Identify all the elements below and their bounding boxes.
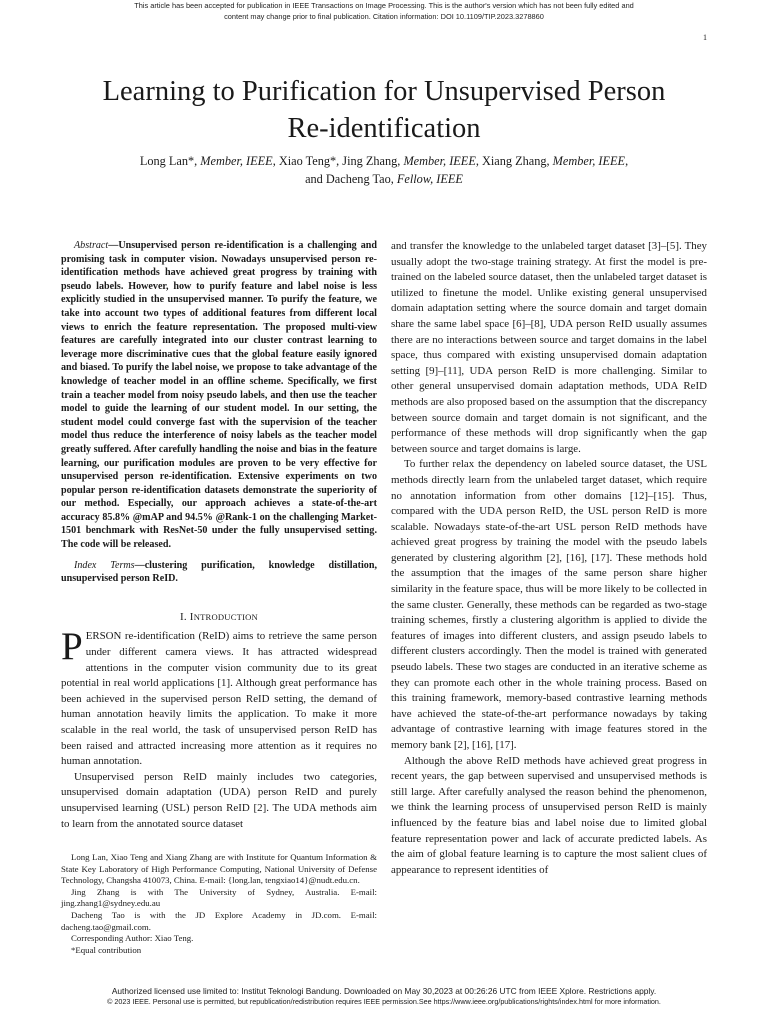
author-2-3: , Xiao Teng*, Jing Zhang, (272, 154, 404, 168)
author-1: Long Lan*, (139, 154, 201, 168)
abstract (61, 239, 377, 552)
right-paragraph-2: To further relax the dependency on labeled source dataset, the USL methods directly learn from the unlabeled target dataset, which require no annotation information from other domains [12]–[15]. Thus, compared with the UDA person ReID, the USL person ReID is more scalable. Nowadays state-of-the-art USL person ReID methods have achieved great progress by training the model with the pseudo labels generated by clustering algorithm [2], [16], [17]. These methods hold the assumption that the images of the same person share higher similarity in the feature space, thus will be more likely to be collected in the same cluster. Generally, these methods can be regarded as two-stage training schemes, firstly a clustering algorithm is applied to divide the features of images into different clusters, and assign pseudo labels to different clusters accordingly. Then the model is trained with generated pseudo labels. These two stages are conducted in an iterative scheme as they can promote each other in the whole training process. Based on this training framework, memory-based contrastive learning methods have achieved the state-of-the-art performance nowadays by taking advantage of contrastive learning with image features stored in the memory bank [2], [16], [17]. (391, 458, 707, 751)
footer-line-1: Authorized licensed use limited to: Institut Teknologi Bandung. Downloaded on May 30,2023 at 00:26:26 UTC from IEEE Xplore. Restrictions apply. (111, 986, 657, 996)
footnote-affiliation-2: Jing Zhang is with The University of Sydney, Australia. E-mail: jing.zhang1@sydney.edu.au (61, 886, 377, 909)
author-3-role: Member, IEEE (403, 154, 476, 168)
license-footer (0, 986, 768, 1007)
section-heading-introduction (61, 610, 377, 626)
author-5-role: Fellow, IEEE (396, 172, 463, 186)
title-line-1: Learning to Purification for Unsupervised Person (102, 76, 666, 107)
intro-paragraph-1 (61, 625, 377, 769)
author-1-role: Member, IEEE (200, 154, 273, 168)
section-numeral: I. I (180, 610, 194, 623)
footnote-affiliation-1: Long Lan, Xiao Teng and Xiang Zhang are with Institute for Quantum Information & State Key Laboratory of High Performance Computing, National University of Defense Technology, Changsha 410073, China. E-mail: {long.lan, tengxiao14}@nudt.edu.cn. (61, 852, 377, 886)
author-list (0, 152, 768, 188)
footer-line-2: © 2023 IEEE. Personal use is permitted, but republication/redistribution requires IEEE permission.See https://www.ieee.org/publications/rights/index.html for more information. (107, 997, 661, 1006)
preprint-banner (0, 0, 768, 22)
index-terms-label: Index Terms (74, 559, 135, 571)
page-number: 1 (703, 33, 707, 42)
footnote-affiliation-3: Dacheng Tao is with the JD Explore Academy in JD.com. E-mail: dacheng.tao@gmail.com. (61, 909, 377, 932)
right-column (391, 239, 707, 878)
footnote-equal-contribution: *Equal contribution (71, 944, 142, 955)
right-paragraph-3: Although the above ReID methods have achieved great progress in recent years, the gap between supervised and unsupervised methods is still large. After carefully analysed the reason behind the phenomenon, we think the learning process of unsupervised person ReID is mainly influenced by the feature bias and label noise due to limited global feature representation power and lack of accurate predicted labels. As the aim of global feature learning is to capture the most salient clues of appearance to represent identities of (391, 754, 707, 876)
intro-paragraph-2: Unsupervised person ReID mainly includes two categories, unsupervised domain adaptation (UDA) person ReID and purely unsupervised learning (USL) person ReID [2]. The UDA methods aim to learn from the annotated source dataset (61, 770, 377, 830)
title-line-2: Re-identification (287, 113, 481, 144)
footnote-corresponding: Corresponding Author: Xiao Teng. (71, 933, 194, 944)
drop-cap: P (61, 625, 83, 669)
banner-line-2: content may change prior to final publication. Citation information: DOI 10.1109/TIP.2023.3278860 (224, 12, 544, 21)
abstract-label: Abstract (74, 240, 109, 251)
author-4-end: , (625, 154, 629, 168)
abstract-text: —Unsupervised person re-identification is a challenging and promising task in computer vision. Nowadays unsupervised person re-identification methods have achieved great progress by training with pseudo labels. However, how to purify feature and label noise is less explicitly studied in the unsupervised manner. To purify the feature, we take into account two types of additional features from different local views to enrich the feature representation. The proposed multi-view features are carefully integrated into our cluster contrast learning to leverage more discriminative cues that the global feature easily ignored and biased. To purify the label noise, we propose to take advantage of the knowledge of teacher model in an offline scheme. Specifically, we first train a teacher model from noisy pseudo labels, and then use the teacher model to guide the learning of our student model. In our setting, the student model could converge fast with the supervision of the teacher model thus reduce the interference of noisy labels as the teacher model greatly suffered. After carefully handling the noise and bias in the feature learning, our purification modules are proven to be very effective for unsupervised person re-identification. Extensive experiments on two popular person re-identification datasets demonstrate the superiority of our method. Especially, our approach achieves a state-of-the-art accuracy 85.8% @mAP and 94.5% @Rank-1 on the challenging Market-1501 benchmark with ResNet-50 under the fully unsupervised setting. The code will be released. (61, 240, 377, 551)
paper-title (0, 73, 768, 147)
section-heading-rest: NTRODUCTION (193, 611, 258, 622)
footnotes (61, 852, 377, 956)
intro-paragraph-1-text: ERSON re-identification (ReID) aims to retrieve the same person under different camera views. It has attracted widespread attentions in the computer vision community due to its great potential in real world applications [1]. Although great performance has been achieved in the supervised person ReID setting, the demand of human annotation heavily limits the application. To make it more scalable in the real world, the task of unsupervised person ReID has been raised and attracted increasing more attention as it requires no human annotation. (61, 630, 377, 768)
right-paragraph-1: and transfer the knowledge to the unlabeled target dataset [3]–[5]. They usually adopt the two-stage training strategy. At first the model is pre-trained on the labeled source dataset, then the unlabeled target dataset is utilized to finetune the model. Unlike existing general unsupervised domain adaptation setting where the source domain and target domain share the same label space [6]–[8], UDA person ReID usually assumes there are no interactions between source and target domains in the label space, thus compared with existing unsupervised domain adaptation setting [9]–[11], UDA person ReID is more challenging. Similar to other general unsupervised domain adaptation methods, UDA ReID methods are also proposed based on the assumption that the discrepancy between source domain and target domain is not significant, and the performance of these methods will drop significantly when the gap between source and target domains is large. (391, 240, 707, 455)
index-terms (61, 559, 377, 586)
author-4-role: Member, IEEE (552, 154, 626, 168)
left-column (61, 239, 377, 832)
author-5: and Dacheng Tao, (305, 172, 397, 186)
author-4: , Xiang Zhang, (475, 154, 553, 168)
index-terms-text: —clustering purification, knowledge distillation, unsupervised person ReID. (61, 559, 377, 585)
banner-line-1: This article has been accepted for publication in IEEE Transactions on Image Processing. This is the author's version which has not been fully edited and (134, 1, 634, 10)
